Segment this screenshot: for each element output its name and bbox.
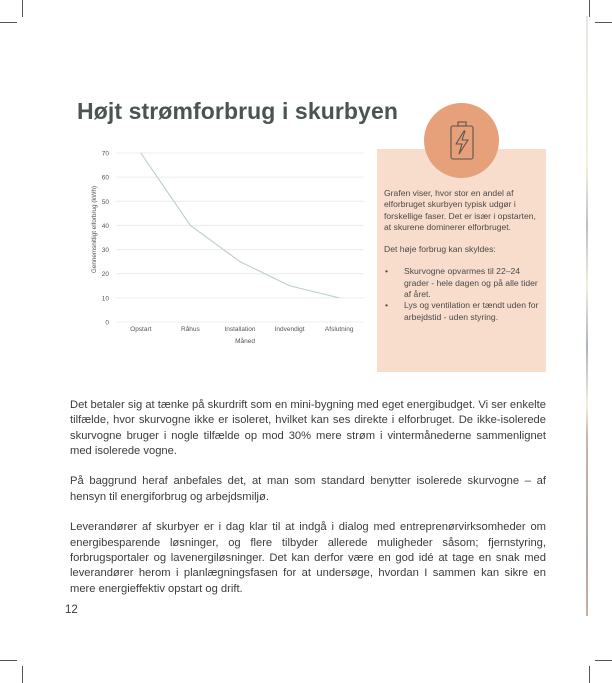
page-title: Højt strømforbrug i skurbyen <box>77 98 398 124</box>
bullet-icon: • <box>385 300 389 311</box>
y-axis-label: Gennemsnitligt elforbrug (kWh) <box>91 185 98 274</box>
crop-mark-top-right-h <box>595 22 612 23</box>
battery-bolt-icon <box>449 121 475 161</box>
info-box-intro: Grafen viser, hvor stor en andel af elforbruget skurbyen typisk udgør i forskellige faser. Det er især i opstarten, at skurene dominerer elforbruget. <box>384 188 536 232</box>
y-tick-label: 0 <box>105 319 109 327</box>
info-box-causes-heading: Det høje forbrug kan skyldes: <box>384 244 496 255</box>
icon-badge <box>424 103 499 178</box>
bullet-icon: • <box>385 266 389 277</box>
cause-item: • Lys og ventilation er tændt uden for arbejdstid - uden styring. <box>385 300 539 322</box>
y-tick-label: 40 <box>101 222 109 230</box>
y-tick-label: 10 <box>101 295 109 303</box>
crop-mark-bottom-right-h <box>595 660 612 661</box>
line-chart <box>86 142 376 352</box>
crop-mark-bottom-right-v <box>589 666 590 683</box>
x-axis-label: Måned <box>235 338 255 345</box>
body-text <box>70 398 546 612</box>
y-tick-label: 30 <box>101 247 109 255</box>
x-tick-label: Råhus <box>181 326 200 333</box>
bleed-edge-strip <box>586 16 588 616</box>
y-tick-label: 20 <box>101 271 109 279</box>
crop-mark-bottom-left-h <box>0 660 17 661</box>
body-paragraph: Det betaler sig at tænke på skurdrift som en mini-bygning med eget energibudget. Vi ser enkelte tilfælde, hvor skurvogne ikke er isoleret, hvilket kan ses direkte i elforbruget. De ikke-isolerede skurvogne bruger i nogle tilfælde op mod 30% mere strøm i vintermånederne sammenlignet med isolerede vogne. <box>70 399 546 457</box>
chart-canvas <box>86 142 376 352</box>
x-tick-label: Indvendigt <box>274 326 305 333</box>
info-box-text <box>384 188 544 323</box>
causes-list <box>384 266 544 322</box>
y-tick-label: 70 <box>101 150 109 158</box>
x-tick-label: Installation <box>224 326 256 333</box>
crop-mark-top-right-v <box>589 0 590 17</box>
x-tick-label: Afslutning <box>324 326 354 333</box>
crop-mark-bottom-left-v <box>22 666 23 683</box>
crop-mark-top-left-v <box>22 0 23 17</box>
body-paragraph: På baggrund heraf anbefales det, at man som standard benytter isolerede skurvogne – af hensyn til energiforbrug og arbejdsmiljø. <box>70 475 546 503</box>
y-tick-label: 60 <box>101 174 109 182</box>
page-number: 12 <box>65 604 78 616</box>
x-tick-label: Opstart <box>130 326 152 333</box>
crop-mark-top-left-h <box>0 22 17 23</box>
y-tick-label: 50 <box>101 198 109 206</box>
body-paragraph: Leverandører af skurbyer er i dag klar til at indgå i dialog med entreprenørvirksomheder om energibesparende løsninger, og flere tilbyder allerede muligheder såsom; fjernstyring, forbrugsportaler og lavenergiløsninger. Det kan derfor være en god idé at tage en snak med leverandører herom i planlægningsfasen for at undersøge, hvordan I sammen kan sikre en mere energieffektiv opstart og drift. <box>70 521 546 595</box>
cause-item: • Skurvogne opvarmes til 22–24 grader - hele dagen og på alle tider af året. <box>385 266 538 300</box>
